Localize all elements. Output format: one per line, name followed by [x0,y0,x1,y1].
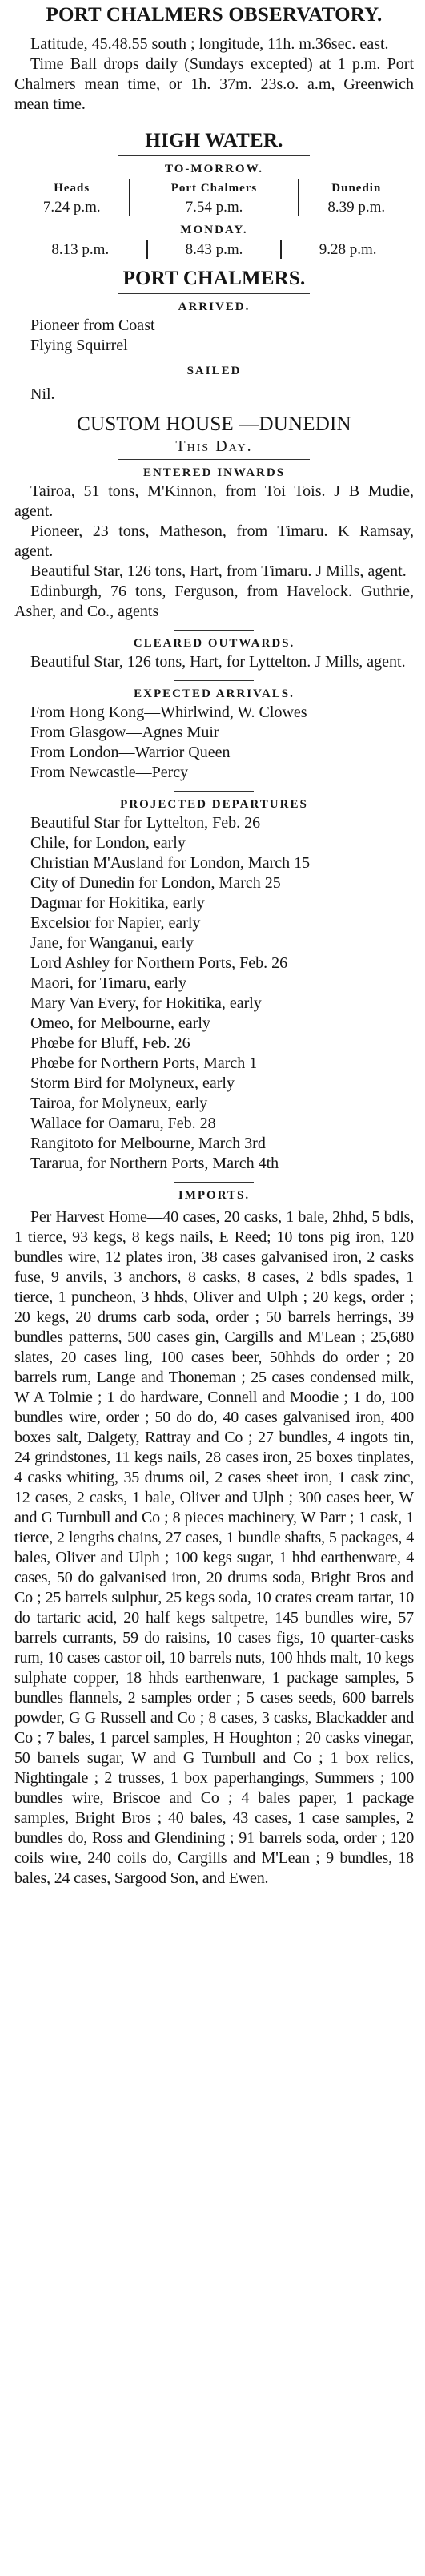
cleared-entry: Beautiful Star, 126 tons, Hart, for Lyttelton. J Mills, agent. [30,653,406,671]
divider [174,1182,255,1183]
divider [174,791,255,792]
dunedin-time: 8.39 p.m. [299,198,414,216]
list-item: Chile, for London, early [30,834,186,852]
imports-label: IMPORTS. [178,1189,251,1202]
expected-arrivals-list [14,703,414,783]
entered-entry: Tairoa, 51 tons, M'Kinnon, from Toi Tois. J B Mudie, agent. [14,482,414,520]
entered-inwards-label: ENTERED INWARDS [142,466,286,479]
projected-departures-label: PROJECTED DEPARTURES [120,798,308,811]
time-ball-line: Time Ball drops daily (Sundays excepted) at 1 p.m. Port Chalmers mean time, or 1h. 37m. 23s.o. a.m, Greenwich mean time. [14,55,414,113]
list-item: City of Dunedin for London, March 25 [30,874,281,892]
tomorrow-label: TO-MORROW. [165,163,263,175]
list-item: Omeo, for Melbourne, early [30,1014,210,1032]
list-item: From Hong Kong—Whirlwind, W. Clowes [30,703,307,721]
list-item: Tararua, for Northern Ports, March 4th [30,1155,279,1172]
list-item: Phœbe for Bluff, Feb. 26 [30,1034,190,1052]
list-item: From Newcastle—Percy [30,764,189,781]
heads-time: 8.13 p.m. [51,241,110,258]
entered-entry: Edinburgh, 76 tons, Ferguson, from Havelock. Guthrie, Asher, and Co., agents [14,583,414,620]
tide-table [14,179,414,216]
list-item: Maori, for Timaru, early [30,974,186,992]
observatory-title: PORT CHALMERS OBSERVATORY. [46,4,383,26]
list-item: Tairoa, for Molyneux, early [30,1094,208,1112]
list-item: Wallace for Oamaru, Feb. 28 [30,1115,216,1132]
port-chalmers-time: 8.43 p.m. [147,240,282,259]
list-item: Storm Bird for Molyneux, early [30,1074,235,1092]
custom-house-title: CUSTOM HOUSE —DUNEDIN [77,413,351,435]
tide-table-monday [14,240,414,259]
list-item: From London—Warrior Queen [30,744,231,761]
list-item: Christian M'Ausland for London, March 15 [30,854,311,872]
divider [118,293,311,294]
list-item: Lord Ashley for Northern Ports, Feb. 26 [30,954,288,972]
entered-entry: Pioneer, 23 tons, Matheson, from Timaru. K Ramsay, agent. [14,522,414,560]
list-item: Phœbe for Northern Ports, March 1 [30,1054,258,1072]
divider [118,155,311,156]
port-chalmers-header: Port Chalmers [130,179,298,198]
monday-label: MONDAY. [180,224,248,236]
this-day-label: This Day. [175,437,253,455]
entered-entry: Beautiful Star, 126 tons, Hart, from Timaru. J Mills, agent. [30,562,407,580]
list-item: Dagmar for Hokitika, early [30,894,205,912]
heads-header: Heads [54,182,90,195]
cleared-outwards-label: CLEARED OUTWARDS. [133,637,295,650]
expected-arrivals-label: EXPECTED ARRIVALS. [134,687,295,700]
dunedin-header: Dunedin [299,179,414,198]
list-item: Beautiful Star for Lyttelton, Feb. 26 [30,814,261,832]
port-chalmers-time: 7.54 p.m. [130,198,298,216]
list-item: Excelsior for Napier, early [30,914,201,932]
list-item: Rangitoto for Melbourne, March 3rd [30,1135,266,1152]
list-item: Jane, for Wanganui, early [30,934,194,952]
heads-time: 7.24 p.m. [42,199,101,216]
high-water-title: HIGH WATER. [145,130,283,151]
arrival-entry: Flying Squirrel [30,337,128,354]
port-chalmers-title: PORT CHALMERS. [122,268,306,289]
divider [118,459,311,460]
imports-body: Per Harvest Home—40 cases, 20 casks, 1 bale, 2hhd, 5 bdls, 1 tierce, 93 kegs, 8 kegs nails, E Reed; 10 tons pig iron, 120 bundles wire, 12 plates iron, 38 cases galvanised iron, 2 casks fuse, 9 anvils, 3 anchors, 8 casks, 8 cases, 2 bdls spades, 1 tierce, 1 puncheon, 3 hhds, Oliver and Ulph ; 20 kegs, order ; 20 kegs, 20 drums carb soda, order ; 50 barrels herrings, 39 bundles patterns, 500 cases gin, Cargills and M'Lean ; 25,680 slates, 20 cases ling, 100 cases beer, 50hhds do order ; 20 barrels rum, Lange and Thoneman ; 25 cases condensed milk, W A Tolmie ; 1 do hardware, Connell and Moodie ; 1 do, 100 bundles wire, order ; 50 do do, 40 cases galvanised iron, 400 boxes salt, Dalgety, Rattray and Co ; 27 bundles, 4 ingots tin, 24 grindstones, 11 kegs nails, 28 cases iron, 25 boxes tinplates, 4 casks whiting, 35 drums oil, 2 cases sheet iron, 1 cask zinc, 12 cases, 2 casks, 1 bale, Oliver and Ulph ; 300 cases beer, W and G Turnbull and Co ; 8 pieces machinery, W Parr ; 1 cask, 1 tierce, 2 lengths chains, 27 cases, 1 bundle shafts, 5 packages, 4 bales, Oliver and Ulph ; 100 kegs sugar, 1 hhd earthenware, 4 cases, 50 do galvanised iron, 20 drums soda, Bright Bros and Co ; 25 barrels sulphur, 25 kegs soda, 10 crates cream tartar, 10 do tartaric acid, 20 half kegs saltpetre, 145 bundles wire, 57 barrels currants, 59 do raisins, 10 cases figs, 10 quarter-casks rum, 10 cases castor oil, 10 barrels nuts, 100 hhds malt, 10 kegs sulphate copper, 18 hhds earthenware, 1 package samples, 5 bundles flannels, 2 samples order ; 5 cases seeds, 600 barrels powder, G G Russell and Co ; 8 cases, 3 casks, Blackadder and Co ; 7 bales, 1 parcel samples, H Houghton ; 20 casks vinegar, 50 barrels sugar, W and G Turnbull and Co ; 1 box relics, Nightingale ; 2 trusses, 1 box paperhangings, Summers ; 100 bundles wire, Briscoe and Co ; 4 bales paper, 1 package samples, Bright Bros ; 40 bales, 43 cases, 1 case samples, 2 bundles do, Ross and Glendining ; 91 barrels soda, order ; 120 coils wire, 240 coils do, Cargills and M'Lean ; 9 bundles, 18 bales, 24 cases, Sargood Son, and Ewen. [14,1208,414,1887]
list-item: From Glasgow—Agnes Muir [30,724,219,741]
departures-list [14,813,414,1174]
divider [174,630,255,631]
sailed-entry: Nil. [30,385,55,403]
arrival-entry: Pioneer from Coast [30,316,155,334]
sailed-label: SAILED [186,365,242,377]
divider [174,680,255,681]
dunedin-time: 9.28 p.m. [281,240,414,259]
latitude-line: Latitude, 45.48.55 south ; longitude, 11h. m.36sec. east. [30,35,389,53]
list-item: Mary Van Every, for Hokitika, early [30,994,262,1012]
arrived-label: ARRIVED. [178,300,251,313]
